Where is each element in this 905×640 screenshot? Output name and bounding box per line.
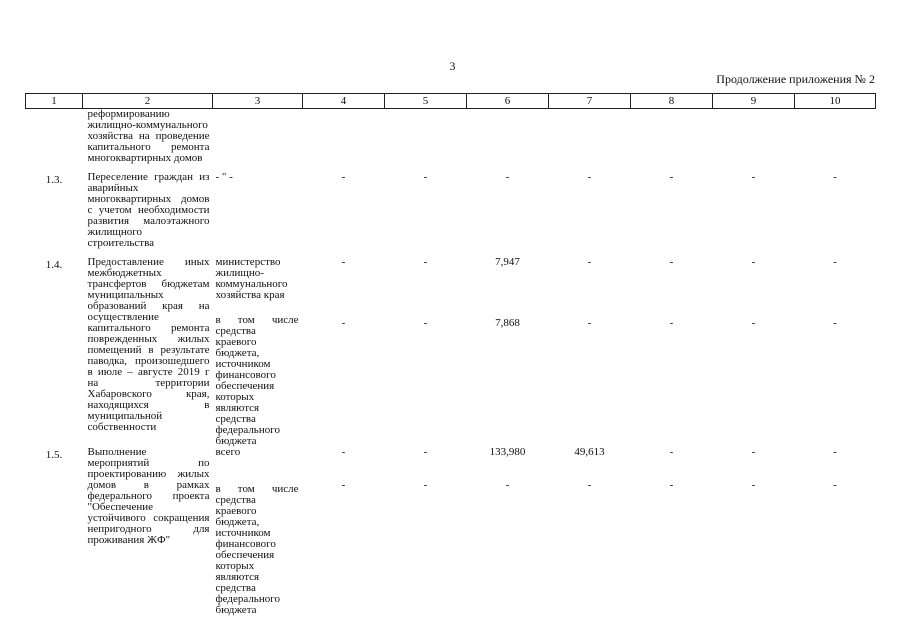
value-cell [303,447,385,616]
value: - [341,171,346,183]
value: 49,613 [574,446,605,458]
value-cell [549,447,631,616]
value-cell [467,172,549,257]
executor-cell [213,172,303,257]
value: - [669,171,674,183]
row-number-cell [26,109,83,173]
activity-name-cell: Выполнение мероприятий по проектированию жилых домов в рамках федерального проекта "Обеспечение устойчивого сокращения непригодного для проживания ЖФ" [87,446,210,546]
column-header: 4 [303,94,385,109]
value: - [751,171,756,183]
executor-text: министерство жилищно-коммунального хозяйства края [215,256,288,301]
value: - [423,256,428,268]
federal-funds-value: - [587,479,592,491]
value [303,109,385,120]
appendix-table [25,93,876,616]
value-cell [713,109,795,173]
column-header: 8 [631,94,713,109]
funding-source-text: в том числе средства краевого бюджета, источником финансового обеспечения которых являются средства федерального бюджета [215,314,299,447]
federal-funds-value: - [833,317,837,329]
value-cell [549,172,631,257]
value-cell [385,109,467,173]
value: - [423,446,428,458]
activity-name-cell: реформированию жилищно-коммунального хозяйства на проведение капитального ремонта многоквартирных домов [87,108,210,164]
value: - [833,446,837,458]
column-header: 7 [549,94,631,109]
row-number-cell: 1.4. [45,259,63,271]
value: - [587,171,592,183]
value-cell [631,447,713,616]
value-cell [385,257,467,447]
value-cell [467,257,549,447]
federal-funds-value: - [833,479,837,491]
value: - [341,446,346,458]
federal-funds-value: - [669,479,674,491]
value-cell [549,257,631,447]
page-number: 3 [449,59,456,73]
executor-cell [213,447,303,616]
value-cell [303,109,385,173]
value: 7,947 [495,256,520,268]
value: - [833,256,837,268]
value-cell [631,257,713,447]
table-row [26,172,876,257]
table-row [26,447,876,616]
federal-funds-value: - [751,317,756,329]
value-cell [467,447,549,616]
value-cell [303,172,385,257]
column-header: 5 [385,94,467,109]
value-cell [795,257,876,447]
federal-funds-value: - [751,479,756,491]
column-header: 9 [713,94,795,109]
value-cell [549,109,631,173]
executor-text: всего [215,446,241,458]
value: 133,980 [489,446,526,458]
value: - [587,256,592,268]
federal-funds-value: - [669,317,674,329]
value: - [423,171,428,183]
federal-funds-value: - [341,479,346,491]
table-row [26,109,876,173]
activity-name-cell: Переселение граждан из аварийных многоквартирных домов с учетом необходимости развития малоэтажного жилищного строительства [87,171,210,249]
value: - [833,171,837,183]
value: - [341,256,346,268]
value-cell [467,109,549,173]
value-cell [303,257,385,447]
value: - [751,446,756,458]
executor-text: - " - [215,171,233,183]
column-header: 2 [83,94,213,109]
federal-funds-value: - [505,479,510,491]
value-cell [385,447,467,616]
federal-funds-value: - [423,479,428,491]
value [467,109,549,120]
column-header: 10 [795,94,876,109]
federal-funds-value: - [341,317,346,329]
value-cell [631,109,713,173]
value [795,109,876,120]
value: - [505,171,510,183]
executor-cell [213,109,303,173]
value-cell [713,172,795,257]
table-header-row [26,94,876,109]
value [385,109,467,120]
appendix-continuation-label: Продолжение приложения № 2 [716,72,875,86]
value-cell [713,257,795,447]
value-cell [713,447,795,616]
row-number-cell: 1.3. [45,174,63,186]
value: - [751,256,756,268]
table-row [26,257,876,447]
value [631,109,713,120]
value-cell [795,172,876,257]
value: - [669,256,674,268]
activity-name-cell: Предоставление иных межбюджетных трансфертов бюджетам муниципальных образований края на осуществление капитального ремонта поврежденных жилых помещений в результате паводка, произошедшего в июле – августе 2019 г на территории Хабаровского края, находящихся в муниципальной собственности [87,256,210,433]
executor-cell [213,257,303,447]
column-header: 6 [467,94,549,109]
value-cell [631,172,713,257]
value-cell [795,447,876,616]
value [549,109,631,120]
column-header: 3 [213,94,303,109]
row-number-cell: 1.5. [45,449,63,461]
value [713,109,795,120]
federal-funds-value: - [587,317,592,329]
federal-funds-value: - [423,317,428,329]
federal-funds-value: 7,868 [495,317,520,329]
value-cell [385,172,467,257]
column-header: 1 [26,94,83,109]
funding-source-text: в том числе средства краевого бюджета, источником финансового обеспечения которых являются средства федерального бюджета [215,483,299,616]
value-cell [795,109,876,173]
value: - [669,446,674,458]
